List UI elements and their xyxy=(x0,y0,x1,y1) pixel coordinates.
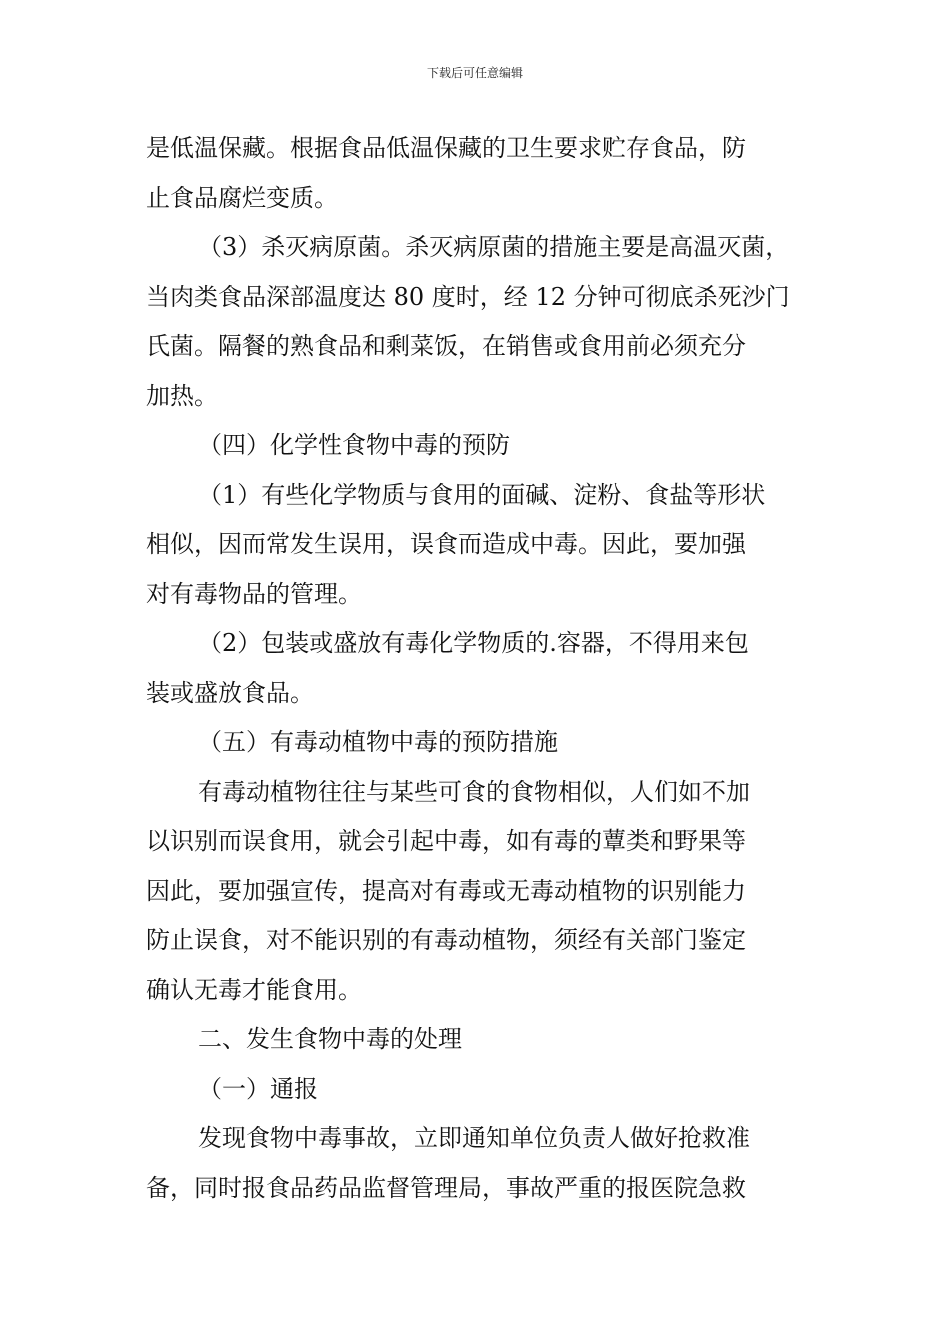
text-line: 有毒动植物往往与某些可食的食物相似，人们如不加 xyxy=(198,777,750,806)
section-heading: （一）通报 xyxy=(198,1074,318,1103)
text-line: 装或盛放食品。 xyxy=(146,678,314,707)
text-line: 确认无毒才能食用。 xyxy=(146,975,362,1004)
text-line: （2）包装或盛放有毒化学物质的.容器，不得用来包 xyxy=(198,629,749,657)
section-heading: （四）化学性食物中毒的预防 xyxy=(198,431,510,459)
text-line: 当肉类食品深部温度达 80 度时，经 12 分钟可彻底杀死沙门 xyxy=(146,282,790,311)
section-heading: 二、发生食物中毒的处理 xyxy=(198,1025,462,1053)
document-body xyxy=(146,124,818,1213)
text-line: 氏菌。隔餐的熟食品和剩菜饭，在销售或食用前必须充分 xyxy=(146,332,746,360)
text-line: 是低温保藏。根据食品低温保藏的卫生要求贮存食品，防 xyxy=(146,134,746,162)
text-line: 相似，因而常发生误用，误食而造成中毒。因此，要加强 xyxy=(146,530,746,558)
text-line: 防止误食，对不能识别的有毒动植物，须经有关部门鉴定 xyxy=(146,926,746,954)
text-line: （1）有些化学物质与食用的面碱、淀粉、食盐等形状 xyxy=(198,480,766,509)
text-line: 对有毒物品的管理。 xyxy=(146,579,362,608)
text-line: 以识别而误食用，就会引起中毒，如有毒的蕈类和野果等 xyxy=(146,827,746,855)
text-line: 止食品腐烂变质。 xyxy=(146,183,338,212)
page-header: 下载后可任意编辑 xyxy=(426,66,523,80)
text-line: 加热。 xyxy=(146,381,218,410)
section-heading: （五）有毒动植物中毒的预防措施 xyxy=(198,728,558,756)
text-line: 备，同时报食品药品监督管理局，事故严重的报医院急救 xyxy=(146,1173,746,1202)
text-line: （3）杀灭病原菌。杀灭病原菌的措施主要是高温灭菌， xyxy=(198,233,790,261)
text-line: 因此，要加强宣传，提高对有毒或无毒动植物的识别能力 xyxy=(146,876,746,905)
text-line: 发现食物中毒事故，立即通知单位负责人做好抢救准 xyxy=(198,1124,750,1152)
